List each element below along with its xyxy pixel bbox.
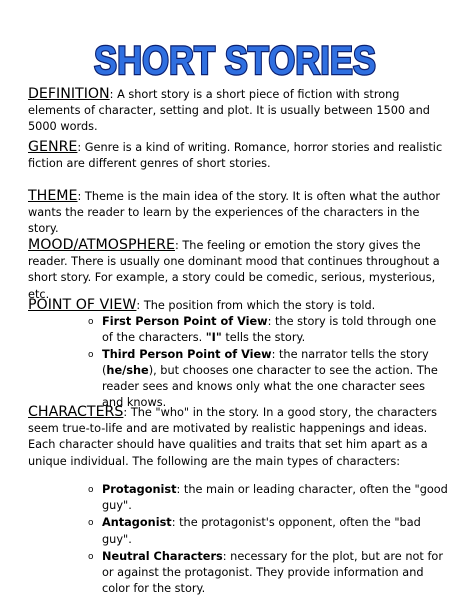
list-item [28,515,448,547]
character-type-title: Protagonist [102,483,177,496]
definition-text: : A short story is a short piece of fiction with strong elements of character, setting and plot. It is usually between 1500 and 5000 words. [28,88,430,134]
pov-text: : The position from which the story is told. [136,299,376,312]
pov-item-text: tells the story. [221,331,306,345]
mood-section [28,237,448,303]
character-type-title: Neutral Characters [102,549,223,563]
bullet-icon: o [88,317,94,328]
list-item [28,482,448,514]
bullet-icon: o [88,485,94,495]
characters-list-section [28,482,448,597]
definition-section [28,86,448,136]
point-of-view-section [28,297,448,411]
theme-term: THEME [28,188,78,204]
theme-section [28,188,448,238]
bullet-icon: o [88,518,94,529]
list-item [28,314,448,346]
pov-item-text: : the narrator tells the story ( [102,347,429,377]
mood-text: : The feeling or emotion the story gives the reader. There is usually one dominant mood that continues throughout a short story. For example, a story could be comedic, serious, mysterious, etc. [28,239,440,301]
bullet-icon: o [88,551,94,562]
pov-item-text: : the story is told through one of the characters. [102,315,437,345]
character-type-text: : necessary for the plot, but are not for or against the protagonist. They provide information and color for the story. [102,549,443,596]
title-wordart [90,26,380,88]
pov-list [28,314,448,411]
genre-section [28,139,448,172]
bullet-icon: o [88,349,94,360]
mood-term: MOOD/ATMOSPHERE [28,237,175,253]
characters-section [28,404,448,470]
characters-text: : The "who" in the story. In a good story, the characters seem true-to-life and are motivated by realistic happenings and ideas. Each character should have qualities and traits that set him apart as a unique individual. The following are the main types of characters: [28,406,438,468]
pov-item-emphasis: he/she [106,363,149,377]
page-title: SHORT STORIES [94,39,376,83]
definition-term: DEFINITION [28,86,110,102]
list-item [28,549,448,598]
character-type-text: : the protagonist's opponent, often the "bad guy". [102,516,421,546]
pov-term: POINT OF VIEW [28,297,137,313]
characters-list [28,482,448,597]
character-type-text: : the main or leading character, often the "good guy". [102,483,448,513]
theme-text: : Theme is the main idea of the story. It is often what the author wants the reader to learn by the experiences of the characters in the story. [28,190,441,236]
list-item [28,347,448,412]
genre-text: : Genre is a kind of writing. Romance, horror stories and realistic fiction are different genres of short stories. [28,141,443,171]
pov-item-title: First Person Point of View [102,315,268,329]
genre-term: GENRE [28,139,78,155]
title-banner [90,26,380,88]
character-type-title: Antagonist [102,516,172,530]
pov-item-emphasis: "I" [205,331,222,345]
pov-item-title: Third Person Point of View [102,347,272,361]
pov-item-text: ), but chooses one character to see the action. The reader sees and knows only what the one character sees and knows. [102,363,438,410]
characters-term: CHARACTERS [28,404,124,420]
